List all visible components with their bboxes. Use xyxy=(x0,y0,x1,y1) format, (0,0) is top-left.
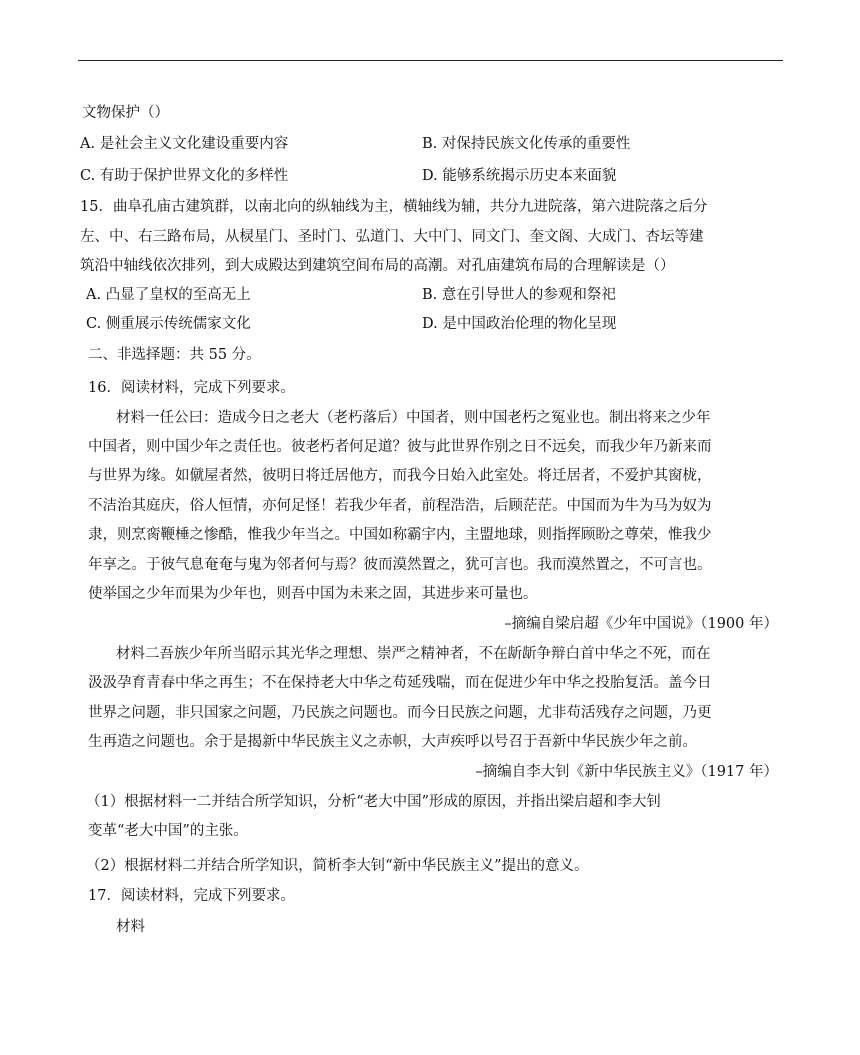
q16-material1-line: 不洁治其庭庆，俗人恒情，亦何足怪！若我少年者，前程浩浩，后顾茫茫。中国而为牛为马为奴为 xyxy=(88,498,712,514)
q16-source1: –摘编自梁启超《少年中国说》（1900 年） xyxy=(504,616,778,632)
q16-material2-line: 汲汲孕育青春中华之再生；不在保持老大中华之苟延残喘，而在促进少年中华之投胎复活。盖今日 xyxy=(88,675,712,691)
q16-sub2: （2）根据材料二并结合所学知识，简析李大钊“新中华民族主义”提出的意义。 xyxy=(86,858,589,874)
q17-title: 17．阅读材料，完成下列要求。 xyxy=(88,888,295,904)
q15-option-a: A. 凸显了皇权的至高无上 xyxy=(86,287,251,303)
q16-material1-line: 中国者，则中国少年之责任也。彼老朽者何足道？彼与此世界作别之日不远矣，而我少年乃新来而 xyxy=(88,439,712,455)
q17-material-label: 材料 xyxy=(116,919,145,935)
q15-option-d: D. 是中国政治伦理的物化呈现 xyxy=(422,316,617,332)
q14-option-d: D. 能够系统揭示历史本来面貌 xyxy=(422,168,617,184)
q16-sub1-line: 变革“老大中国”的主张。 xyxy=(88,823,248,839)
q16-source2: –摘编自李大钊《新中华民族主义》（1917 年） xyxy=(475,764,778,780)
q16-material1-line: 隶，则烹脔鞭棰之惨酷，惟我少年当之。中国如称霸宇内，主盟地球，则指挥顾盼之尊荣，惟我少 xyxy=(88,527,712,543)
q16-title: 16．阅读材料，完成下列要求。 xyxy=(88,380,295,396)
q16-material1-line: 使举国之少年而果为少年也，则吾中国为未来之固，其进步来可量也。 xyxy=(88,586,538,602)
q15-stem-line: 15．曲阜孔庙古建筑群，以南北向的纵轴线为主，横轴线为辅，共分九进院落，第六进院落之后分 xyxy=(80,199,708,215)
q14-stem-tail: 文物保护（） xyxy=(82,105,169,121)
q16-sub1-line: （1）根据材料一二并结合所学知识，分析“老大中国”形成的原因，并指出梁启超和李大钊 xyxy=(86,794,662,810)
q16-material1-line: 材料一任公曰：造成今日之老大（老朽落后）中国者，则中国老朽之冤业也。制出将来之少年 xyxy=(116,410,711,426)
q15-stem-line: 左、中、右三路布局，从棂星门、圣时门、弘道门、大中门、同文门、奎文阁、大成门、杏坛等建 xyxy=(80,229,704,245)
q15-stem-line: 筑沿中轴线依次排列，到大成殿达到建筑空间布局的高潮。对孔庙建筑布局的合理解读是（） xyxy=(80,258,675,274)
header-rule xyxy=(78,60,783,61)
q15-option-b: B. 意在引导世人的参观和祭祀 xyxy=(422,287,616,303)
q14-option-c: C. 有助于保护世界文化的多样性 xyxy=(80,168,289,184)
q14-option-a: A. 是社会主义文化建设重要内容 xyxy=(80,136,289,152)
q14-option-b: B. 对保持民族文化传承的重要性 xyxy=(422,136,631,152)
q16-material2-line: 生再造之问题也。余于是揭新中华民族主义之赤帜，大声疾呼以号召于吾新中华民族少年之前。 xyxy=(88,734,697,750)
section-heading: 二、非选择题：共 55 分。 xyxy=(88,347,261,363)
q15-option-c: C. 侧重展示传统儒家文化 xyxy=(86,316,251,332)
q16-material2-line: 材料二吾族少年所当昭示其光华之理想、崇严之精神者，不在龂龂争辩白首中华之不死，而在 xyxy=(116,646,711,662)
q16-material1-line: 与世界为缘。如僦屋者然，彼明日将迁居他方，而我今日始入此室处。将迁居者，不爱护其窗栊， xyxy=(88,468,712,484)
q16-material1-line: 年享之。于彼气息奄奄与鬼为邻者何与焉？彼而漠然置之，犹可言也。我而漠然置之，不可言也。 xyxy=(88,557,712,573)
q16-material2-line: 世界之问题，非只国家之问题，乃民族之问题也。而今日民族之问题，尤非苟活残存之问题，乃更 xyxy=(88,705,712,721)
